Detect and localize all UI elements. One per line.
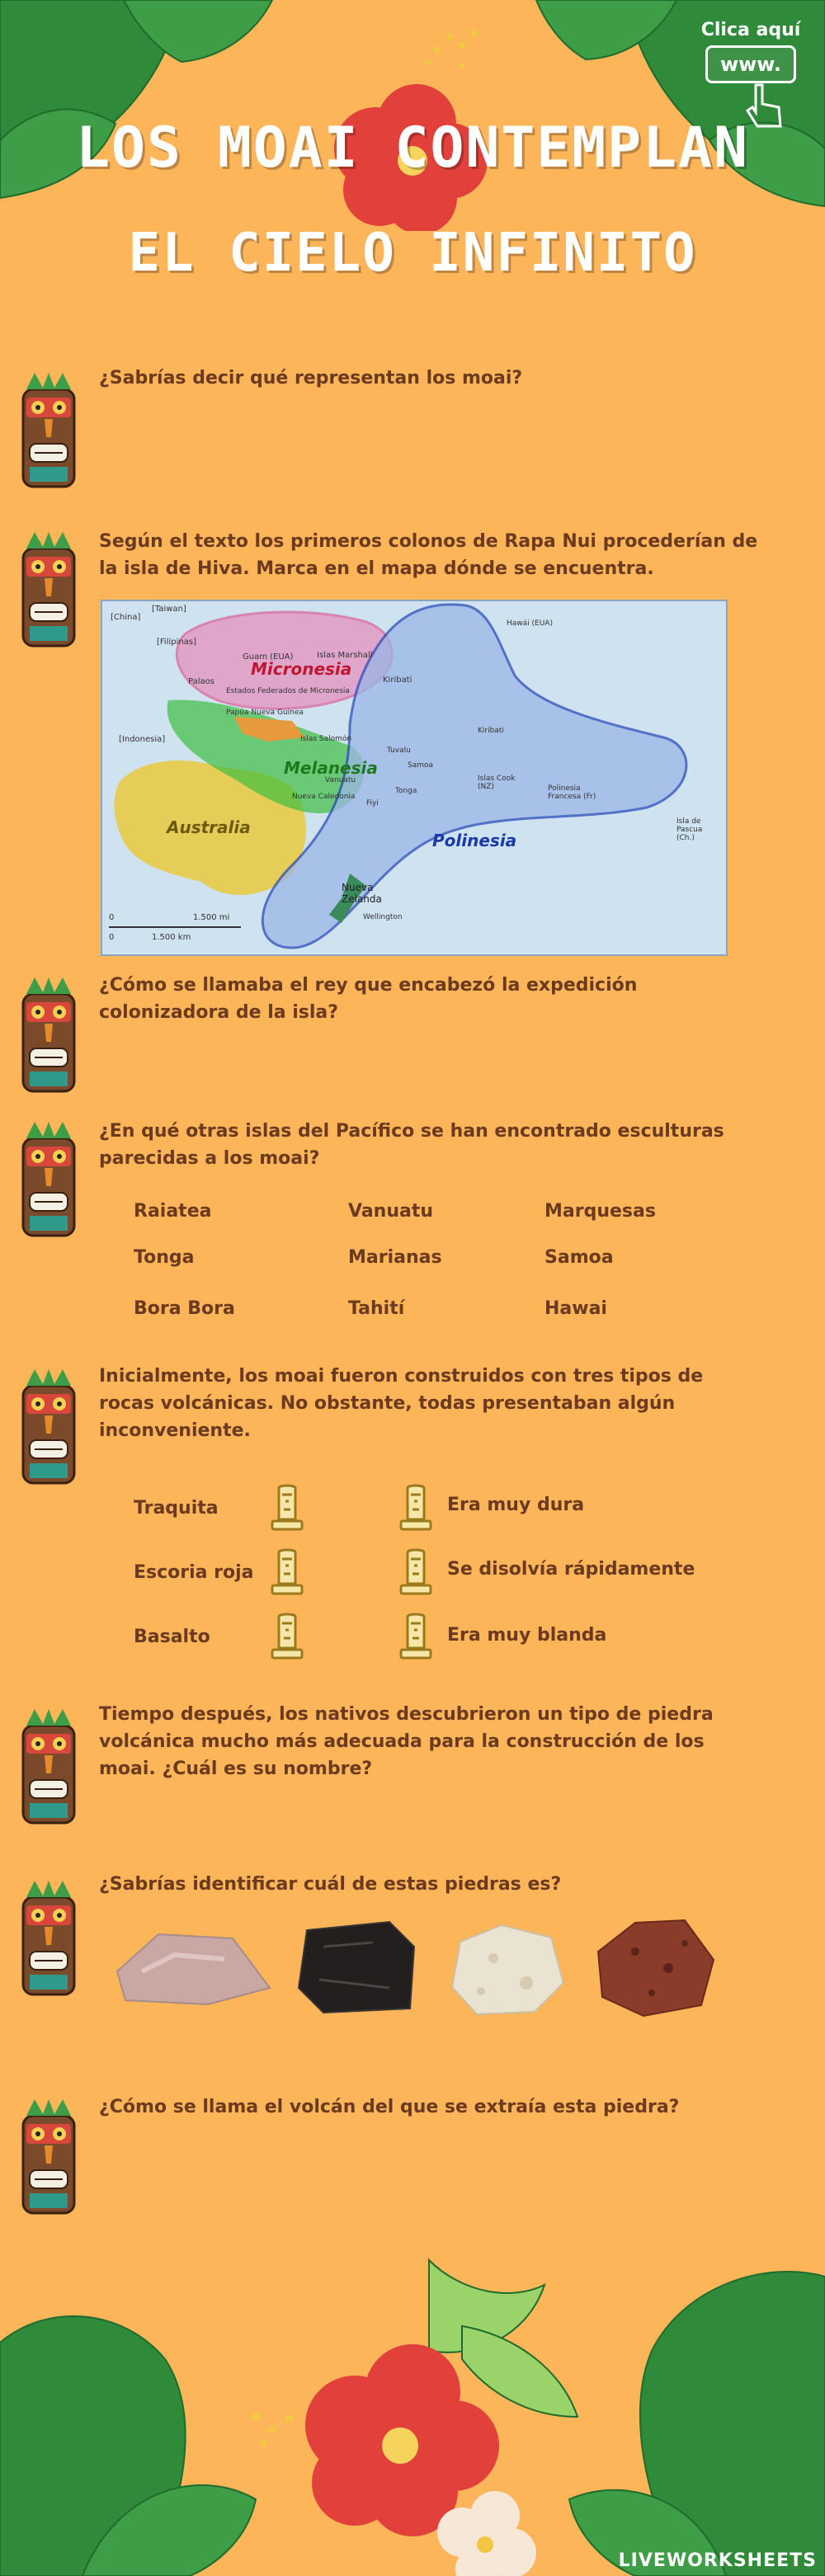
map-label-place: Wellington xyxy=(363,913,403,921)
rock-option-escoria-roja[interactable]: Escoria roja xyxy=(134,1562,254,1583)
page-title-line-1: LOS MOAI CONTEMPLAN xyxy=(76,115,749,181)
oceania-map[interactable] xyxy=(101,600,728,956)
map-label-place: Hawái (EUA) xyxy=(507,619,553,628)
island-option[interactable]: Vanuatu xyxy=(348,1201,434,1222)
tiki-mask-icon xyxy=(18,532,79,648)
question-7: ¿Sabrías identificar cuál de estas piedras es? xyxy=(99,1874,562,1895)
map-label-place: Palaos xyxy=(188,677,214,686)
map-label-micronesia: Micronesia xyxy=(251,659,352,679)
question-6: Tiempo después, los nativos descubrieron un tipo de piedra volcánica mucho más adecuada para la construcción de los moai. ¿Cuál es su nombre? xyxy=(99,1704,714,1779)
island-option[interactable]: Tonga xyxy=(134,1247,195,1268)
map-scale-0-km: 0 xyxy=(109,933,115,942)
map-scale-mi: 1.500 mi xyxy=(193,913,230,922)
rock-option-basalto[interactable]: Basalto xyxy=(134,1627,210,1647)
hand-pointer-icon xyxy=(739,81,789,130)
question-5: Inicialmente, los moai fueron construidos con tres tipos de rocas volcánicas. No obstante, todas presentaban algún inconveniente. xyxy=(99,1366,704,1441)
web-link-button[interactable] xyxy=(693,20,808,83)
question-2: Según el texto los primeros colonos de Rapa Nui procederían de la isla de Hiva. Marca en el mapa dónde se encuentra. xyxy=(99,531,758,579)
tiki-mask-icon xyxy=(18,373,79,488)
map-label-place: Isla de Pascua (Ch.) xyxy=(676,817,703,842)
map-label-place: Tonga xyxy=(395,787,417,795)
moai-match-icon[interactable] xyxy=(396,1483,436,1533)
map-label-place: Fiyi xyxy=(366,799,379,808)
hibiscus-icon xyxy=(305,2344,499,2536)
moai-match-icon[interactable] xyxy=(396,1547,436,1597)
moai-match-icon[interactable] xyxy=(267,1612,307,1661)
problem-option[interactable]: Era muy blanda xyxy=(447,1625,607,1646)
tiki-mask-icon xyxy=(18,1369,79,1485)
rock-option-traquita[interactable]: Traquita xyxy=(134,1498,219,1519)
map-label-place: Vanuatu xyxy=(325,776,356,784)
page-title-line-2: EL CIELO INFINITO xyxy=(128,223,697,284)
island-option[interactable]: Hawai xyxy=(544,1298,607,1319)
map-label-place: Estados Federados de Micronesia xyxy=(226,687,350,695)
map-label-place: [Filipinas] xyxy=(157,638,196,647)
problem-option[interactable]: Se disolvía rápidamente xyxy=(447,1559,695,1580)
map-label-melanesia: Melanesia xyxy=(284,758,378,778)
map-label-place: [Indonesia] xyxy=(119,735,166,744)
map-label-place: Kiribati xyxy=(478,727,504,735)
rock-image-pink[interactable] xyxy=(109,1922,274,2013)
tiki-mask-icon xyxy=(18,1881,79,2021)
map-label-australia: Australia xyxy=(167,817,251,837)
bottom-leaves-decoration xyxy=(0,2227,825,2576)
island-option[interactable]: Raiatea xyxy=(134,1201,212,1222)
map-label-place: Nueva Caledonia xyxy=(292,793,356,801)
map-label-place: Tuvalu xyxy=(387,746,411,755)
map-scale-km: 1.500 km xyxy=(152,933,191,942)
map-label-place: Papúa Nueva Guinea xyxy=(226,709,304,717)
map-label-place: Kiribati xyxy=(383,676,412,685)
map-label-place: Guam (EUA) xyxy=(243,652,294,662)
map-label-place: [China] xyxy=(111,613,141,622)
rock-image-white[interactable] xyxy=(444,1917,568,2020)
map-label-place: Islas Salomón xyxy=(300,735,352,743)
island-option[interactable]: Marquesas xyxy=(544,1201,656,1222)
moai-match-icon[interactable] xyxy=(396,1612,436,1661)
liveworksheets-brand: LIVEWORKSHEETS xyxy=(618,2550,817,2571)
map-scale-bar xyxy=(109,926,241,928)
question-8: ¿Cómo se llama el volcán del que se extraía esta piedra? xyxy=(99,2097,680,2117)
question-4: ¿En qué otras islas del Pacífico se han encontrado esculturas parecidas a los moai? xyxy=(99,1121,724,1169)
problem-option[interactable]: Era muy dura xyxy=(447,1495,585,1515)
tiki-mask-icon xyxy=(18,977,79,1093)
tiki-mask-icon xyxy=(18,1709,79,1825)
island-option[interactable]: Bora Bora xyxy=(134,1298,235,1319)
rock-image-black[interactable] xyxy=(290,1914,422,2021)
tiki-mask-icon xyxy=(18,1122,79,1237)
island-option[interactable]: Marianas xyxy=(348,1247,442,1268)
map-label-place: Polinesia Francesa (Fr) xyxy=(548,784,596,801)
moai-match-icon[interactable] xyxy=(267,1547,307,1597)
question-3: ¿Cómo se llamaba el rey que encabezó la expedición colonizadora de la isla? xyxy=(99,975,638,1023)
question-1: ¿Sabrías decir qué representan los moai? xyxy=(99,368,523,389)
oceania-map-drawing xyxy=(102,601,726,954)
map-label-place: Islas Marshall xyxy=(317,651,373,660)
link-label: Clica aquí xyxy=(700,20,801,40)
map-label-polinesia: Polinesia xyxy=(432,831,517,850)
rock-image-red[interactable] xyxy=(586,1910,718,2022)
www-button[interactable]: www. xyxy=(705,45,796,83)
island-option[interactable]: Samoa xyxy=(544,1247,614,1268)
map-label-nueva-zelanda: Nueva Zelanda xyxy=(342,882,382,905)
island-option[interactable]: Tahití xyxy=(348,1298,405,1319)
moai-match-icon[interactable] xyxy=(267,1483,307,1533)
map-scale-0: 0 xyxy=(109,913,115,922)
tiki-mask-icon xyxy=(18,2099,79,2215)
map-label-place: [Taiwan] xyxy=(152,605,186,614)
map-label-place: Islas Cook (NZ) xyxy=(478,775,516,791)
map-label-place: Samoa xyxy=(408,761,434,770)
